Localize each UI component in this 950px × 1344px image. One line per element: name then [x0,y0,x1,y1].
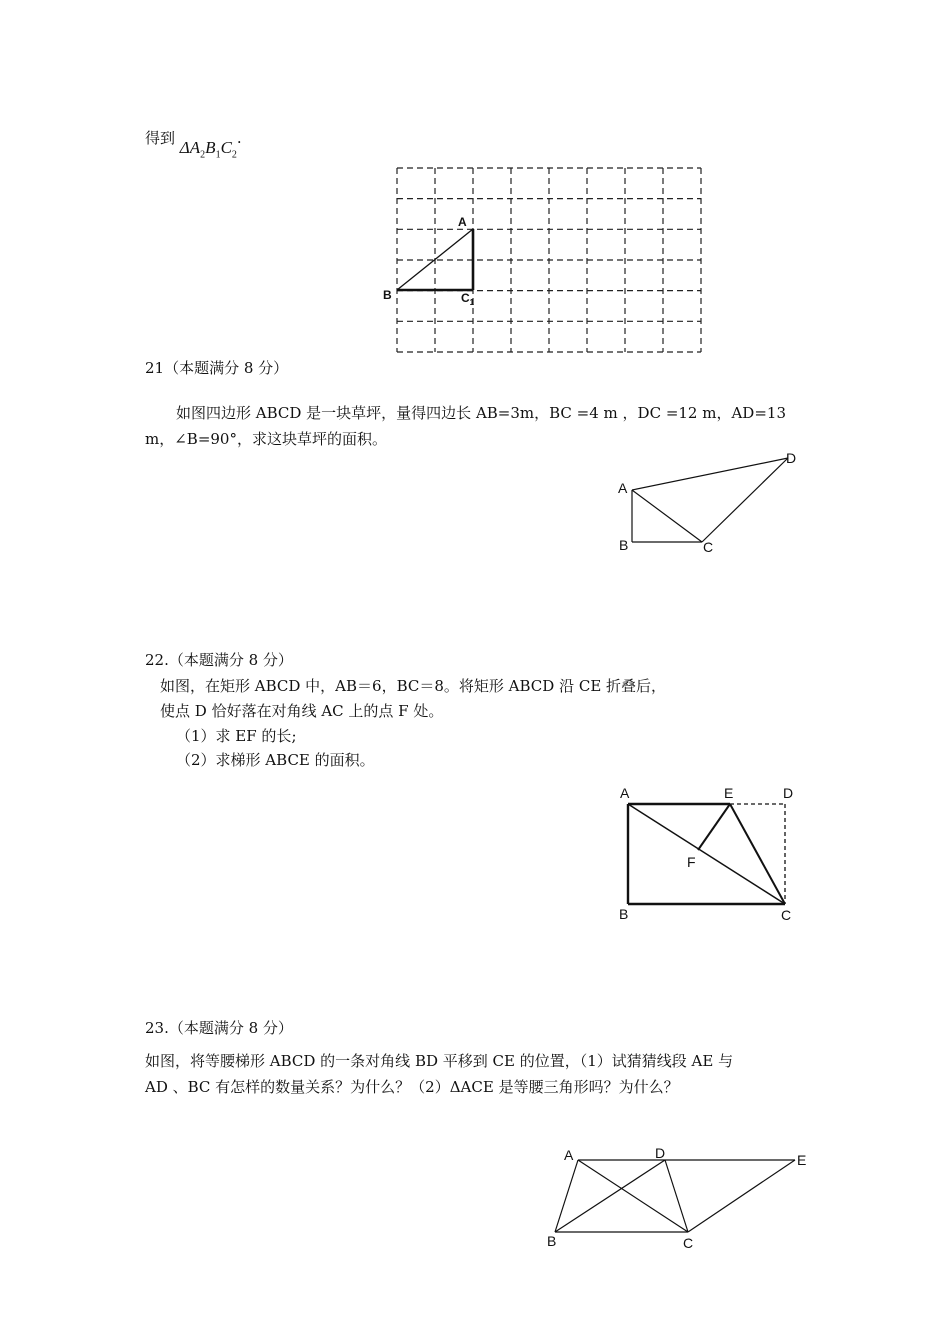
q22-header: 22.（本题满分 8 分） [145,651,293,669]
q21-figure [610,445,810,560]
q22-figure [610,780,810,930]
label-f: F [687,854,696,870]
label-c: C [703,539,714,555]
label-d: D [655,1145,666,1161]
label-b: B [619,906,629,922]
label-a: A [620,785,630,801]
q21-line2: m，∠B=90°，求这块草坪的面积。 [145,430,387,448]
label-b: B [547,1233,557,1249]
label-a: A [618,480,628,496]
label-a: A [564,1147,574,1163]
label-c: $C_1$ [461,291,475,307]
q23-line2: AD 、BC 有怎样的数量关系？为什么？（2）ΔACE 是等腰三角形吗？为什么？ [145,1078,679,1096]
q21-line1: 如图四边形 ABCD 是一块草坪，量得四边长 AB=3m，BC =4 m ，DC =12 m，AD=13 [176,404,786,422]
grid-figure [380,160,720,360]
label-c: C [683,1235,694,1251]
triangle-formula: $\Delta A_2B_1C_2$ [179,138,237,161]
label-d: D [783,785,794,801]
intro-period: . [236,129,242,147]
label-a: A [458,215,467,229]
q22-line2: 使点 D 恰好落在对角线 AC 上的点 F 处。 [160,702,444,720]
label-e: E [724,785,734,801]
q22-sub2: （2）求梯形 ABCE 的面积。 [176,751,375,769]
label-c: C [781,907,792,923]
q22-sub1: （1）求 EF 的长; [176,727,297,745]
q23-header: 23.（本题满分 8 分） [145,1019,293,1037]
intro-lead: 得到 [145,129,176,147]
dashed-grid [397,168,701,352]
label-b: B [619,537,629,553]
q21-header: 21（本题满分 8 分） [145,359,289,377]
label-e: E [797,1152,807,1168]
label-d: D [786,450,797,466]
label-b: B [383,288,392,302]
q23-figure [540,1140,820,1255]
q23-line1: 如图，将等腰梯形 ABCD 的一条对角线 BD 平移到 CE 的位置，（1）试猜猜线段 AE 与 [145,1052,734,1070]
q22-line1: 如图，在矩形 ABCD 中，AB＝6，BC＝8。将矩形 ABCD 沿 CE 折叠后， [160,677,667,695]
intro-text [145,128,242,161]
